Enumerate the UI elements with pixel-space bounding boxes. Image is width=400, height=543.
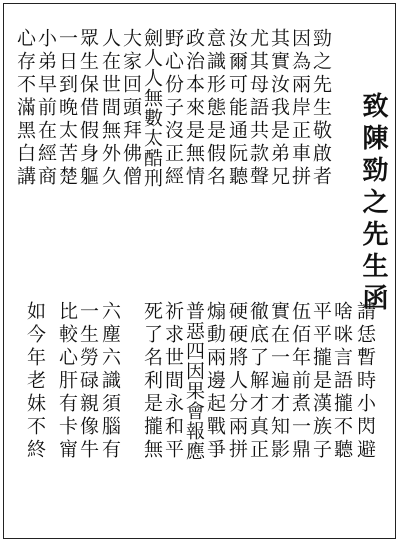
lower-column: 祈求世間永和平: [162, 301, 184, 462]
lower-column: 平平攏是漢族子: [310, 301, 332, 462]
upper-column: 人在世間無外久: [99, 28, 121, 189]
upper-column: 意識形態是假名: [204, 28, 226, 189]
lower-column: 徹底了解才真正: [247, 301, 269, 462]
lower-column: 煽動兩邊起戰爭: [204, 301, 226, 462]
upper-column: 因為兩岸正車拼: [289, 28, 311, 189]
lower-column: 啥咪言語攏不聽: [331, 301, 353, 462]
lower-column: 死了名利是攏無: [141, 301, 163, 462]
letter-title: 致陳勁之先生函: [358, 92, 388, 316]
upper-column: 大家回頭拜佛僧: [120, 28, 142, 189]
lower-column: 如今年老妹不終: [24, 301, 46, 462]
lower-column: 伍佰年前煮一鼎: [289, 301, 311, 462]
upper-column: 一日到晚太苦楚: [56, 28, 78, 189]
lower-column: 請恁暫時小閃避: [354, 301, 376, 462]
upper-column: 心存不滿黑白講: [14, 28, 36, 189]
upper-column: 其實汝我是弟兄: [268, 28, 290, 189]
lower-column: 一生勞碌親像牛: [77, 301, 99, 462]
upper-column: 眾生保借假身軀: [77, 28, 99, 189]
lower-column: 實在一遍才知影: [268, 301, 290, 462]
lower-column: 比較心肝有卡甯: [56, 301, 78, 462]
lower-column: 硬硬將人分兩拼: [226, 301, 248, 462]
upper-column: 野心份子沒正經: [162, 28, 184, 189]
upper-column: 尤其母語共款聲: [247, 28, 269, 189]
upper-column: 小弟早前在經商: [35, 28, 57, 189]
upper-column: 政治本來是無情: [183, 28, 205, 189]
upper-column: 勁之先生敬啟者: [310, 28, 332, 189]
lower-column: 六塵六識須腦有: [99, 301, 121, 462]
upper-column: 劍人人無數太酷刑: [141, 28, 163, 188]
lower-column: 普惡四因果會報應: [183, 301, 205, 461]
upper-column: 汝爾可能通阮聽: [226, 28, 248, 189]
